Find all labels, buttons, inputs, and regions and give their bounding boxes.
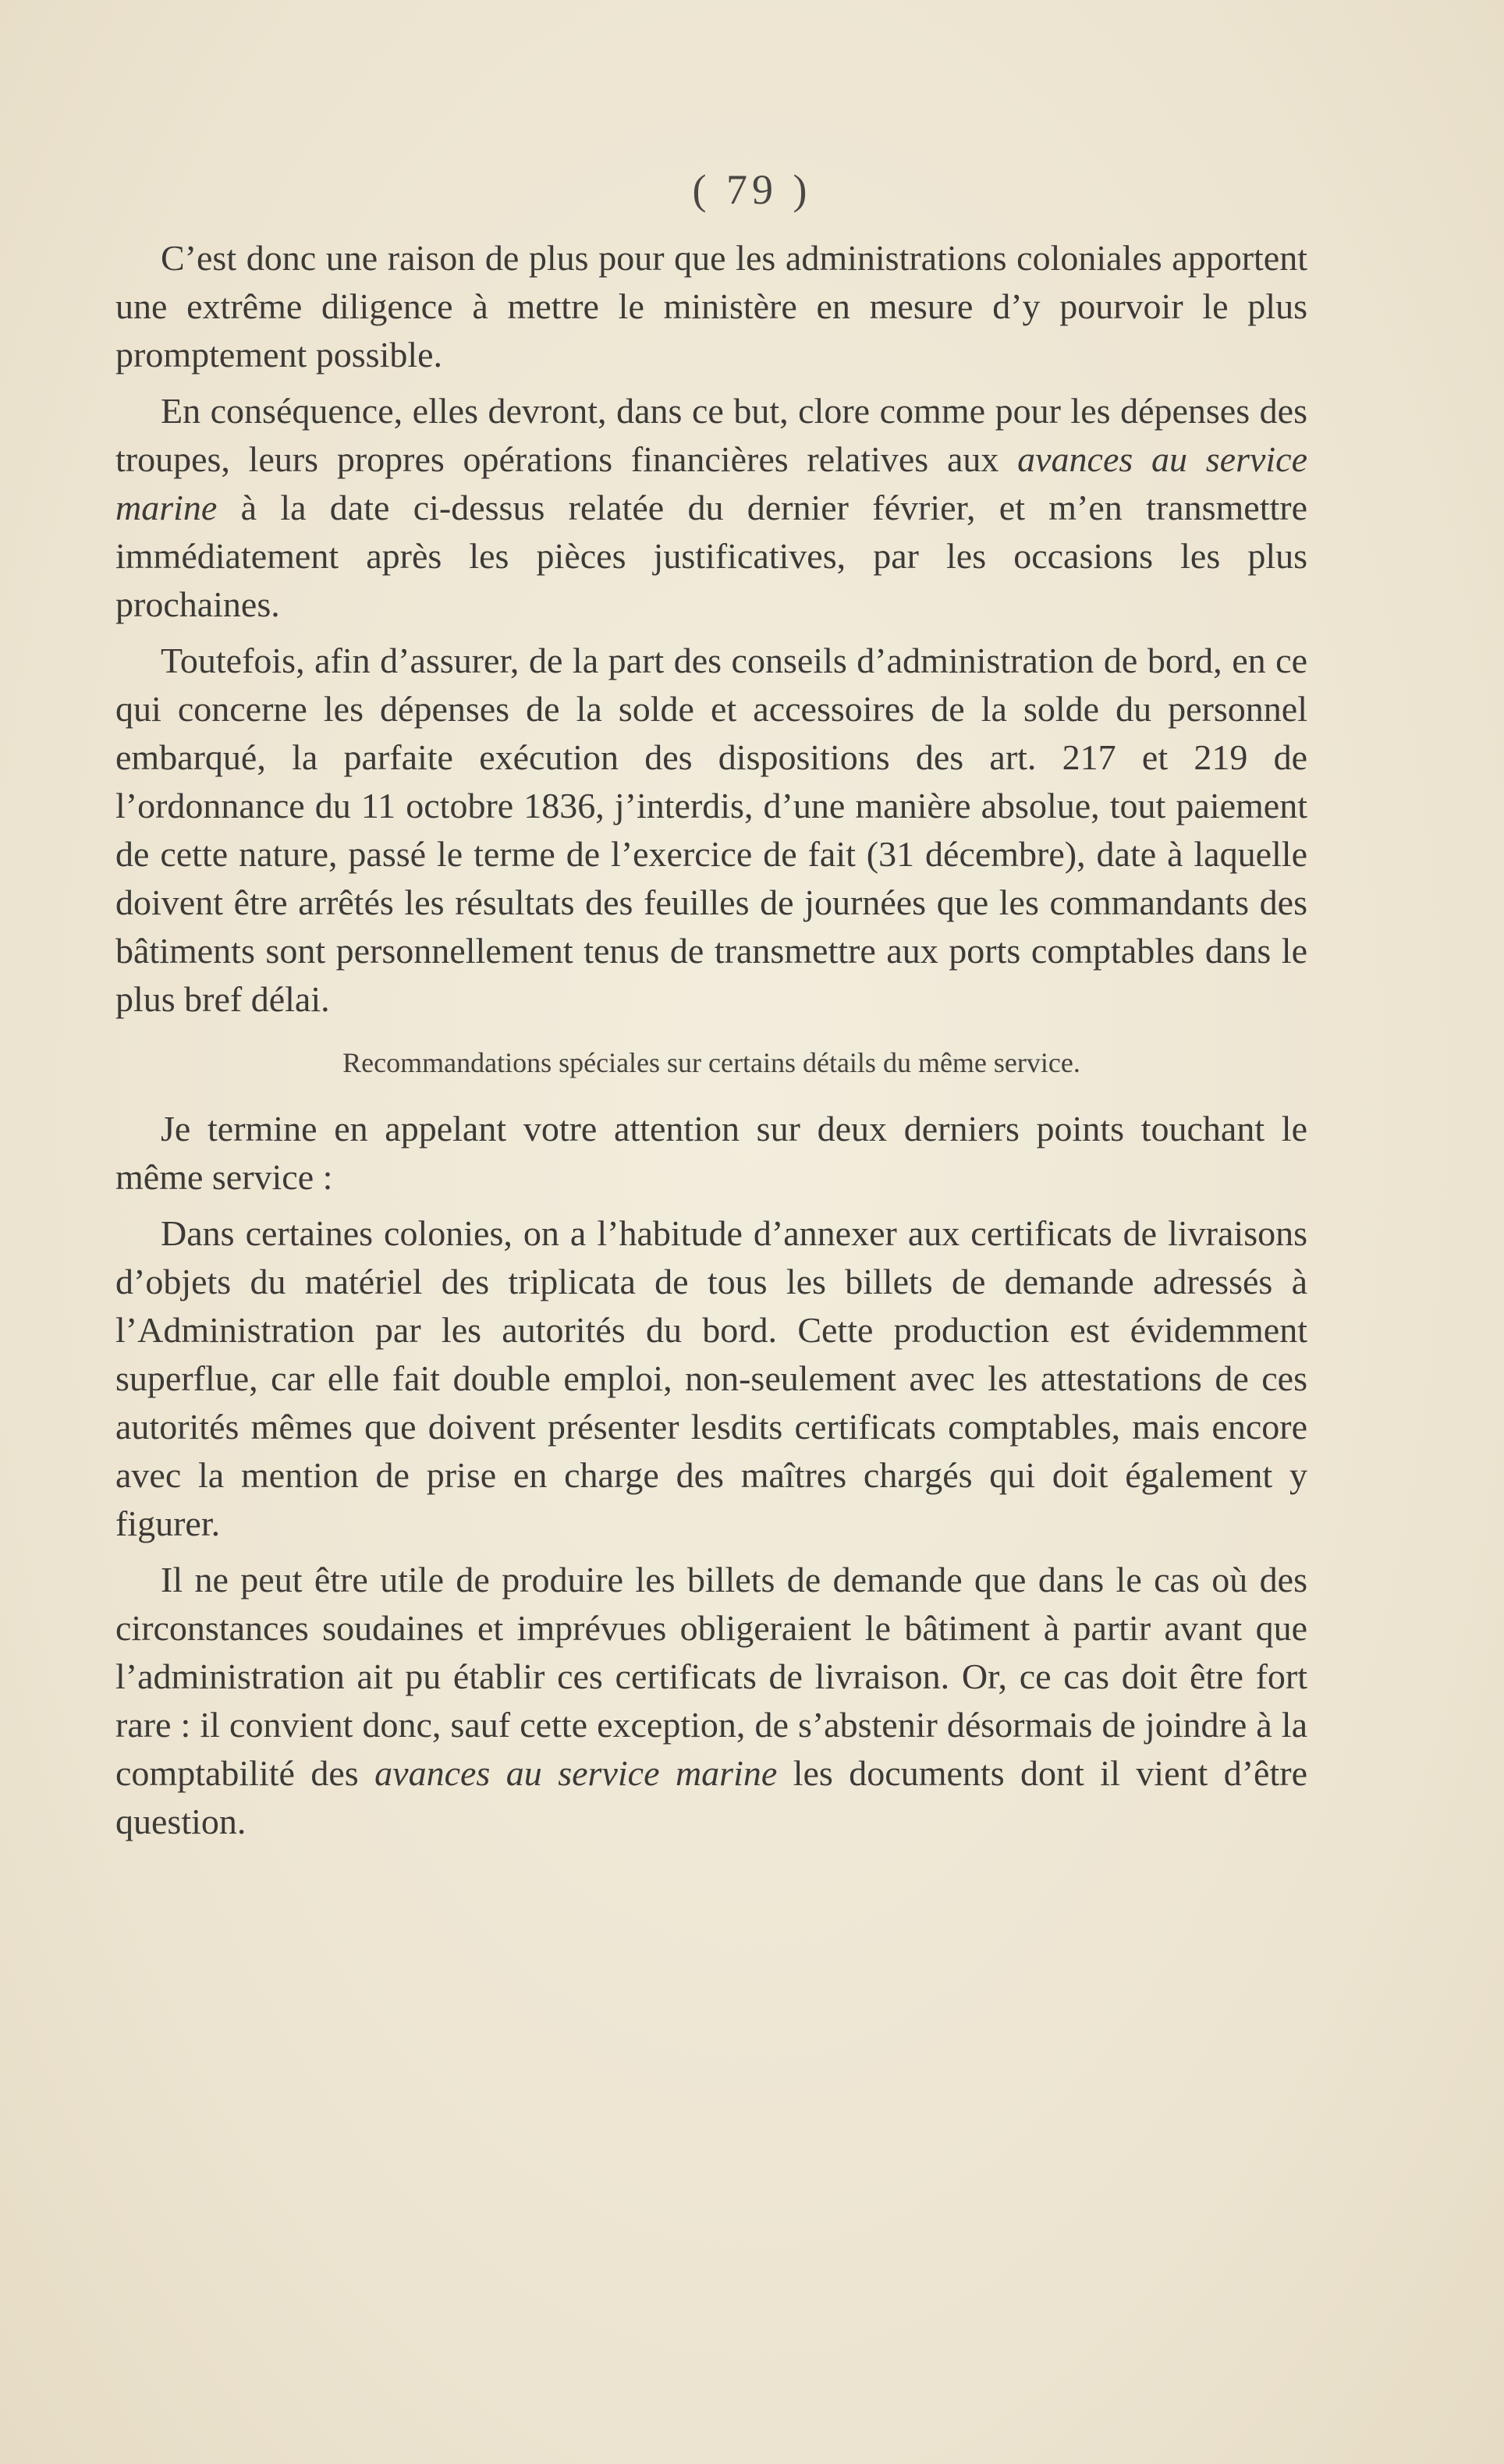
body-text bbox=[115, 234, 1307, 1854]
paragraph-2-text-after: à la date ci-dessus relatée du dernier février, et m’en transmettre immédiatement après les pièces justificatives, par les occasions les plus prochaines. bbox=[115, 488, 1307, 624]
paragraph-6 bbox=[115, 1556, 1307, 1846]
paragraph-6-text-after: les documents dont il vient d’être question. bbox=[115, 1753, 1307, 1841]
paragraph-2-text-before: En conséquence, elles devront, dans ce but, clore comme pour les dépenses des troupes, leurs propres opérations financières relatives aux bbox=[115, 391, 1307, 479]
section-heading: Recommandations spéciales sur certains détails du même service. bbox=[342, 1047, 1080, 1078]
page-number: ( 79 ) bbox=[692, 166, 812, 213]
paragraph-2 bbox=[115, 387, 1307, 629]
paragraph-4: Je termine en appelant votre attention sur deux derniers points touchant le même service : bbox=[115, 1109, 1307, 1197]
paragraph-6-italic-phrase: avances au service marine bbox=[374, 1753, 778, 1793]
paragraph-6-text-before: Il ne peut être utile de produire les billets de demande que dans le cas où des circonstances soudaines et imprévues obligeraient le bâtiment à partir avant que l’administration ait pu établir ces certificats de livraison. Or, ce cas doit être fort rare : il convient donc, sauf cette exception, de s’abstenir désormais de joindre à la comptabilité des bbox=[115, 1560, 1307, 1793]
paragraph-3: Toutefois, afin d’assurer, de la part des conseils d’administration de bord, en ce qui concerne les dépenses de la solde et accessoires de la solde du personnel embarqué, la parfaite exécution des dispositions des art. 217 et 219 de l’ordonnance du 11 octobre 1836, j’interdis, d’une manière absolue, tout paiement de cette nature, passé le terme de l’exercice de fait (31 décembre), date à laquelle doivent être arrêtés les résultats des feuilles de journées que les commandants des bâtiments sont personnellement tenus de transmettre aux ports comptables dans le plus bref délai. bbox=[115, 641, 1307, 1019]
paragraph-5: Dans certaines colonies, on a l’habitude d’annexer aux certificats de livraisons d’objets du matériel des triplicata de tous les billets de demande adressés à l’Administration par les autorités du bord. Cette production est évidemment superflue, car elle fait double emploi, non-seulement avec les attestations de ces autorités mêmes que doivent présenter lesdits certificats comptables, mais encore avec la mention de prise en charge des maîtres chargés qui doit également y figurer. bbox=[115, 1213, 1307, 1543]
paragraph-1: C’est donc une raison de plus pour que les administrations coloniales apportent une extrême diligence à mettre le ministère en mesure d’y pourvoir le plus promptement possible. bbox=[115, 238, 1307, 375]
paragraph-2-italic-phrase: avances au service marine bbox=[115, 439, 1307, 527]
